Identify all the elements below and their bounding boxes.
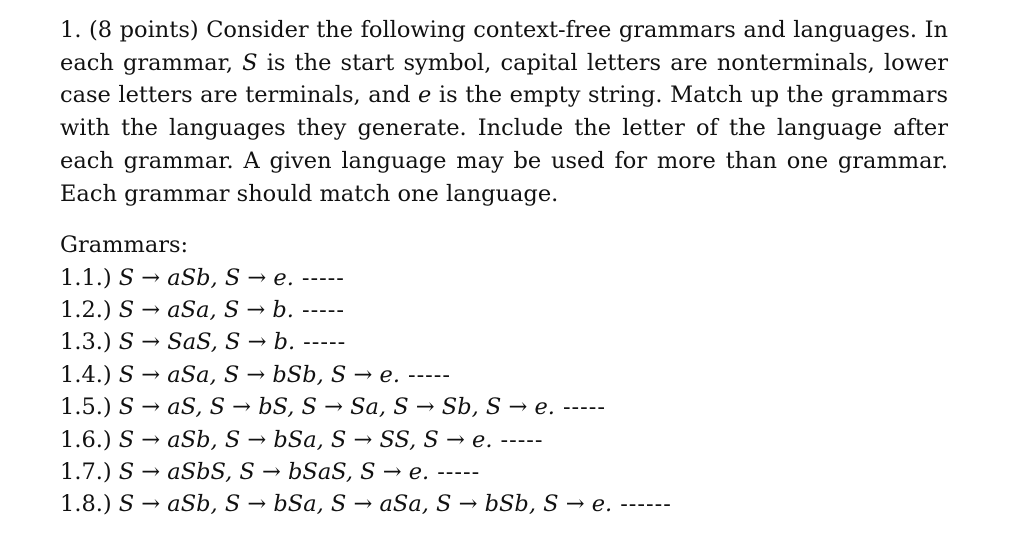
- grammar-item: [60, 326, 984, 358]
- grammar-item: [60, 488, 984, 520]
- question-text: [60, 14, 948, 210]
- grammar-rules: S → aSa, S → bSb, S → e.: [118, 361, 400, 388]
- answer-blank[interactable]: -----: [301, 264, 345, 291]
- question-points: (8 points): [89, 17, 199, 43]
- empty-string-variable: e: [418, 82, 432, 109]
- grammar-number: 1.7.): [60, 459, 112, 486]
- answer-blank[interactable]: -----: [301, 297, 345, 324]
- grammars-heading: Grammars:: [60, 232, 189, 259]
- grammar-item: [60, 424, 984, 456]
- grammar-rules: S → aSb, S → e.: [118, 264, 294, 291]
- grammar-number: 1.2.): [60, 297, 112, 324]
- answer-blank[interactable]: -----: [500, 426, 544, 453]
- grammar-item: [60, 456, 984, 488]
- grammar-rules: S → aS, S → bS, S → Sa, S → Sb, S → e.: [118, 394, 555, 421]
- grammar-item: [60, 359, 984, 391]
- question-text-part-2: is the start symbol, capital letters are nonterminals, lower case letters are terminals, and: [60, 49, 948, 109]
- answer-blank[interactable]: -----: [562, 394, 606, 421]
- grammar-rules: S → SaS, S → b.: [118, 329, 296, 356]
- grammar-rules: S → aSa, S → b.: [118, 297, 294, 324]
- grammar-item: [60, 294, 984, 326]
- grammar-rules: S → aSbS, S → bSaS, S → e.: [118, 459, 430, 486]
- grammar-rules: S → aSb, S → bSa, S → SS, S → e.: [118, 426, 493, 453]
- question-text-part-1: Consider the following context-free grammars and languages. In each grammar,: [60, 17, 948, 76]
- grammar-list: [60, 262, 984, 521]
- start-symbol-variable: S: [242, 49, 258, 76]
- answer-blank[interactable]: -----: [303, 329, 347, 356]
- question-number: 1.: [60, 17, 82, 43]
- grammar-number: 1.8.): [60, 491, 112, 518]
- grammar-item: [60, 391, 984, 423]
- grammar-item: [60, 262, 984, 294]
- grammar-rules: S → aSb, S → bSa, S → aSa, S → bSb, S → e.: [118, 491, 613, 518]
- grammar-number: 1.5.): [60, 394, 112, 421]
- answer-blank[interactable]: -----: [407, 361, 451, 388]
- grammar-number: 1.1.): [60, 264, 112, 291]
- grammar-number: 1.4.): [60, 361, 112, 388]
- answer-blank[interactable]: -----: [437, 459, 481, 486]
- question-text-part-3: is the empty string. Match up the grammars with the languages they generate. Include the letter of the language after each grammar. A given language may be used for more than one grammar. Each grammar should match one language.: [60, 82, 948, 207]
- answer-blank[interactable]: ------: [620, 491, 672, 518]
- grammar-number: 1.6.): [60, 426, 112, 453]
- grammar-number: 1.3.): [60, 329, 112, 356]
